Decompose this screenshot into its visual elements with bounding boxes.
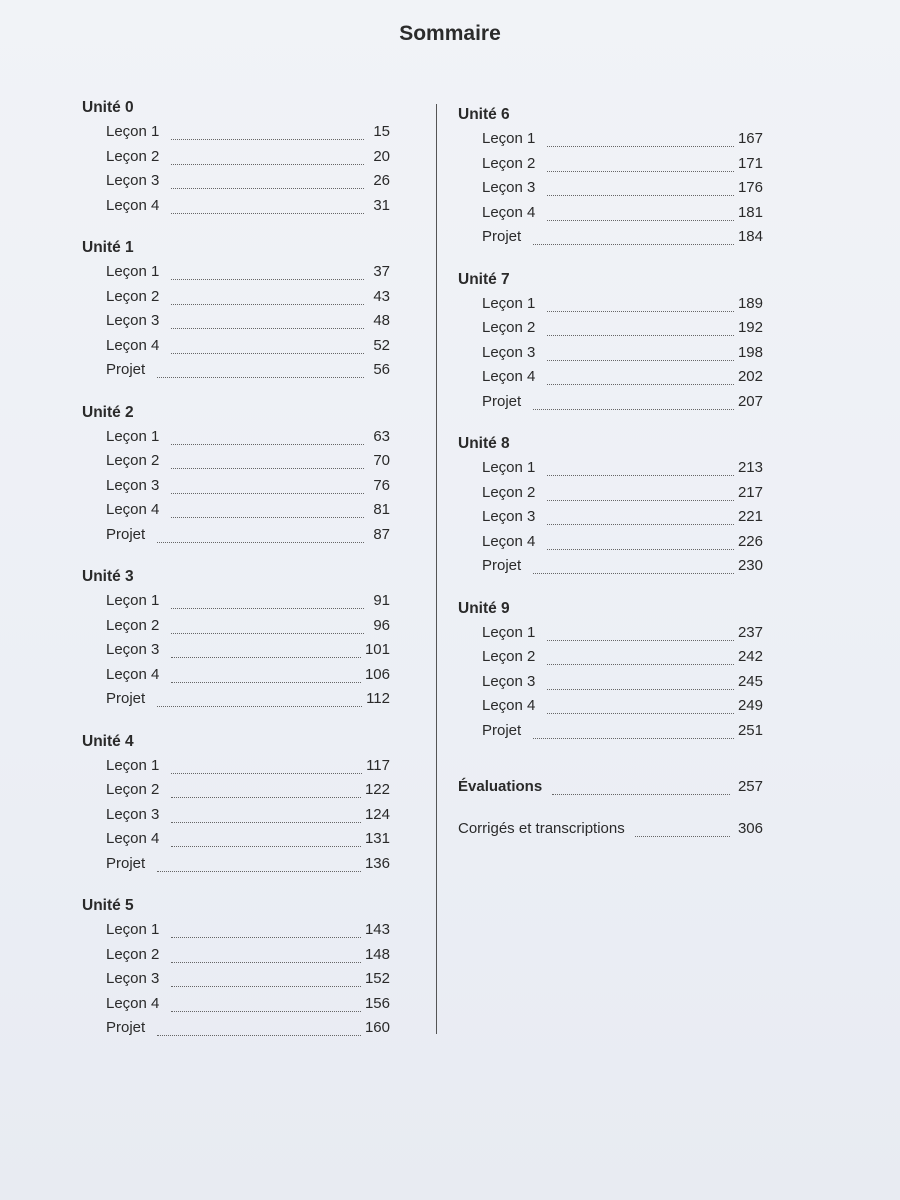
entry-page: 171 bbox=[737, 154, 763, 172]
entry-page: 63 bbox=[373, 427, 390, 445]
dot-leader bbox=[547, 323, 734, 336]
unit-title: Unité 0 bbox=[82, 99, 134, 116]
entry-page: 117 bbox=[366, 756, 390, 774]
toc-entry[interactable] bbox=[458, 624, 763, 649]
entry-label: Leçon 1 bbox=[106, 123, 160, 140]
entry-page: 91 bbox=[373, 592, 390, 609]
entry-page: 106 bbox=[364, 665, 390, 683]
entry-page: 198 bbox=[737, 343, 763, 361]
dot-leader bbox=[533, 232, 734, 245]
toc-entry[interactable] bbox=[82, 337, 390, 362]
dot-leader bbox=[171, 456, 364, 469]
entry-page: 87 bbox=[373, 525, 390, 543]
dot-leader bbox=[171, 621, 364, 634]
entry-page: 251 bbox=[737, 721, 763, 739]
entry-label: Leçon 2 bbox=[482, 483, 536, 501]
toc-entry[interactable] bbox=[82, 592, 390, 617]
entry-label: Projet bbox=[482, 557, 522, 574]
entry-label: Évaluations bbox=[458, 778, 543, 795]
dot-leader bbox=[547, 488, 734, 501]
toc-entry[interactable] bbox=[458, 204, 763, 229]
dot-leader bbox=[635, 824, 730, 837]
toc-entry[interactable] bbox=[458, 368, 763, 393]
page-title: Sommaire bbox=[399, 22, 501, 45]
unit-spacer bbox=[458, 253, 763, 270]
entry-page: 192 bbox=[737, 319, 763, 336]
unit-spacer bbox=[82, 550, 390, 567]
dot-leader bbox=[157, 859, 361, 872]
dot-leader bbox=[157, 694, 362, 707]
entry-label: Leçon 3 bbox=[106, 172, 160, 189]
dot-leader bbox=[171, 596, 364, 609]
entry-page: 124 bbox=[364, 805, 390, 823]
entry-label: Leçon 3 bbox=[482, 508, 536, 525]
entry-page: 156 bbox=[364, 994, 390, 1012]
toc-entry[interactable] bbox=[82, 361, 390, 386]
unit-title: Unité 3 bbox=[82, 568, 134, 585]
entry-page: 230 bbox=[737, 557, 763, 574]
dot-leader bbox=[533, 726, 734, 739]
unit-spacer bbox=[82, 221, 390, 238]
toc-entry[interactable] bbox=[458, 179, 763, 204]
toc-entry[interactable] bbox=[458, 648, 763, 673]
entry-label: Leçon 1 bbox=[482, 459, 536, 476]
toc-entry[interactable] bbox=[82, 263, 390, 288]
toc-entry[interactable] bbox=[82, 123, 390, 148]
entry-label: Leçon 3 bbox=[482, 179, 536, 196]
entry-label: Leçon 1 bbox=[482, 130, 536, 147]
dot-leader bbox=[547, 677, 734, 690]
entry-label: Leçon 2 bbox=[482, 154, 536, 172]
entry-label: Projet bbox=[106, 690, 146, 707]
entry-label: Leçon 2 bbox=[106, 781, 160, 798]
entry-label: Leçon 3 bbox=[106, 805, 160, 823]
unit-title: Unité 6 bbox=[458, 106, 510, 123]
entry-page: 189 bbox=[737, 294, 763, 312]
entry-page: 217 bbox=[737, 483, 763, 501]
entry-label: Leçon 2 bbox=[482, 648, 536, 665]
dot-leader bbox=[171, 267, 364, 280]
entry-label: Leçon 3 bbox=[106, 476, 160, 494]
toc-unit bbox=[82, 98, 390, 221]
entry-page: 31 bbox=[373, 196, 390, 214]
entry-page: 202 bbox=[737, 368, 763, 385]
dot-leader bbox=[171, 785, 361, 798]
entry-page: 160 bbox=[364, 1019, 390, 1036]
entry-page: 152 bbox=[364, 970, 390, 987]
dot-leader bbox=[547, 537, 734, 550]
entry-label: Leçon 1 bbox=[106, 592, 160, 609]
toc-entry[interactable] bbox=[82, 641, 390, 666]
entry-page: 184 bbox=[737, 228, 763, 245]
entry-label: Projet bbox=[106, 1019, 146, 1036]
entry-label: Leçon 1 bbox=[106, 921, 160, 938]
entry-label: Leçon 4 bbox=[106, 501, 160, 518]
toc-entry[interactable] bbox=[82, 197, 390, 222]
unit-spacer bbox=[82, 879, 390, 896]
toc-entry-evaluations[interactable] bbox=[458, 778, 763, 802]
entry-label: Leçon 4 bbox=[106, 196, 160, 214]
entry-label: Projet bbox=[106, 525, 146, 543]
toc-entry[interactable] bbox=[82, 781, 390, 806]
unit-title: Unité 8 bbox=[458, 435, 510, 452]
toc-unit bbox=[458, 434, 763, 582]
dot-leader bbox=[171, 810, 361, 823]
dot-leader bbox=[171, 176, 364, 189]
toc-entry[interactable] bbox=[82, 830, 390, 855]
dot-leader bbox=[547, 183, 734, 196]
toc-entry[interactable] bbox=[82, 757, 390, 782]
dot-leader bbox=[547, 628, 734, 641]
toc-entry[interactable] bbox=[82, 995, 390, 1020]
dot-leader bbox=[171, 974, 361, 987]
entry-label: Leçon 4 bbox=[106, 665, 160, 683]
toc-left-column bbox=[82, 98, 390, 1044]
dot-leader bbox=[157, 1023, 361, 1036]
entry-page: 43 bbox=[373, 287, 390, 305]
dot-leader bbox=[171, 999, 361, 1012]
entry-label: Leçon 3 bbox=[106, 641, 160, 658]
unit-title: Unité 9 bbox=[458, 599, 510, 617]
dot-leader bbox=[171, 505, 364, 518]
toc-unit bbox=[82, 403, 390, 551]
dot-leader bbox=[171, 127, 364, 140]
entry-label: Leçon 1 bbox=[482, 294, 536, 312]
unit-title: Unité 7 bbox=[458, 270, 510, 288]
toc-entry[interactable] bbox=[82, 1019, 390, 1044]
unit-spacer bbox=[458, 582, 763, 599]
entry-label: Leçon 3 bbox=[482, 672, 536, 690]
dot-leader bbox=[171, 341, 364, 354]
toc-entry[interactable] bbox=[82, 477, 390, 502]
dot-leader bbox=[171, 432, 364, 445]
entry-page: 15 bbox=[373, 123, 390, 140]
entry-label: Leçon 4 bbox=[106, 336, 160, 354]
toc-entry[interactable] bbox=[458, 295, 763, 320]
toc-unit bbox=[82, 567, 390, 715]
entry-label: Leçon 4 bbox=[482, 697, 536, 714]
toc-entry[interactable] bbox=[82, 921, 390, 946]
dot-leader bbox=[171, 316, 364, 329]
entry-label: Leçon 3 bbox=[106, 312, 160, 329]
unit-spacer bbox=[458, 417, 763, 434]
dot-leader bbox=[171, 481, 364, 494]
toc-entry[interactable] bbox=[82, 666, 390, 691]
entry-page: 48 bbox=[373, 312, 390, 329]
entry-page: 226 bbox=[737, 532, 763, 550]
toc-entry[interactable] bbox=[82, 501, 390, 526]
dot-leader bbox=[547, 134, 734, 147]
toc-entry[interactable] bbox=[458, 673, 763, 698]
dot-leader bbox=[157, 530, 364, 543]
entry-page: 242 bbox=[737, 648, 763, 665]
toc-entry[interactable] bbox=[458, 155, 763, 180]
entry-page: 131 bbox=[364, 830, 390, 847]
entry-page: 101 bbox=[364, 641, 390, 658]
toc-entry[interactable] bbox=[82, 288, 390, 313]
entry-label: Leçon 1 bbox=[106, 263, 160, 280]
toc-entry[interactable] bbox=[458, 228, 763, 253]
toc-entry[interactable] bbox=[458, 393, 763, 418]
entry-page: 37 bbox=[373, 263, 390, 280]
unit-spacer bbox=[82, 715, 390, 732]
toc-unit bbox=[82, 732, 390, 880]
entry-label: Leçon 1 bbox=[106, 427, 160, 445]
dot-leader bbox=[552, 782, 730, 795]
entry-label: Leçon 2 bbox=[106, 287, 160, 305]
toc-entry[interactable] bbox=[82, 526, 390, 551]
toc-unit bbox=[82, 238, 390, 386]
entry-page: 143 bbox=[364, 921, 390, 938]
toc-entry[interactable] bbox=[458, 557, 763, 582]
entry-page: 56 bbox=[373, 361, 390, 378]
entry-label: Projet bbox=[482, 228, 522, 245]
dot-leader bbox=[171, 152, 364, 165]
entry-page: 52 bbox=[373, 336, 390, 354]
entry-label: Leçon 3 bbox=[482, 343, 536, 361]
entry-page: 207 bbox=[737, 392, 763, 410]
toc-unit bbox=[458, 270, 763, 418]
entry-page: 176 bbox=[737, 179, 763, 196]
toc-unit bbox=[82, 896, 390, 1044]
unit-spacer bbox=[82, 386, 390, 403]
entry-page: 213 bbox=[737, 459, 763, 476]
entry-page: 148 bbox=[364, 945, 390, 963]
entry-label: Leçon 2 bbox=[482, 319, 536, 336]
toc-entry[interactable] bbox=[82, 855, 390, 880]
dot-leader bbox=[547, 701, 734, 714]
dot-leader bbox=[547, 208, 734, 221]
dot-leader bbox=[547, 348, 734, 361]
entry-page: 249 bbox=[737, 697, 763, 714]
entry-label: Leçon 3 bbox=[106, 970, 160, 987]
entry-label: Leçon 4 bbox=[482, 203, 536, 221]
dot-leader bbox=[533, 397, 734, 410]
toc-entry[interactable] bbox=[82, 946, 390, 971]
entry-page: 81 bbox=[373, 501, 390, 518]
entry-page: 221 bbox=[737, 508, 763, 525]
entry-label: Corrigés et transcriptions bbox=[458, 820, 625, 837]
entry-label: Leçon 2 bbox=[106, 616, 160, 634]
dot-leader bbox=[171, 670, 361, 683]
entry-page: 26 bbox=[373, 172, 390, 189]
entry-page: 237 bbox=[737, 623, 763, 641]
toc-entry[interactable] bbox=[458, 722, 763, 747]
toc-entry[interactable] bbox=[82, 452, 390, 477]
toc-unit bbox=[458, 105, 763, 253]
toc-entry[interactable] bbox=[82, 806, 390, 831]
toc-entry[interactable] bbox=[458, 344, 763, 369]
entry-page: 181 bbox=[737, 203, 763, 221]
entry-label: Leçon 2 bbox=[106, 945, 160, 963]
dot-leader bbox=[171, 761, 362, 774]
unit-title: Unité 2 bbox=[82, 403, 134, 421]
toc-entry[interactable] bbox=[458, 459, 763, 484]
toc-right-column bbox=[458, 105, 763, 844]
dot-leader bbox=[547, 159, 734, 172]
dot-leader bbox=[547, 463, 734, 476]
toc-entry[interactable] bbox=[458, 533, 763, 558]
toc-entry[interactable] bbox=[82, 428, 390, 453]
toc-entry[interactable] bbox=[82, 172, 390, 197]
entry-page: 136 bbox=[364, 854, 390, 872]
entry-page: 167 bbox=[737, 130, 763, 147]
entry-page: 96 bbox=[373, 616, 390, 634]
entry-label: Leçon 4 bbox=[106, 994, 160, 1012]
dot-leader bbox=[547, 299, 734, 312]
entry-page: 112 bbox=[366, 690, 390, 707]
entry-page: 76 bbox=[373, 476, 390, 494]
dot-leader bbox=[171, 834, 361, 847]
entry-label: Leçon 4 bbox=[482, 532, 536, 550]
entry-label: Projet bbox=[482, 392, 522, 410]
entry-label: Projet bbox=[106, 854, 146, 872]
dot-leader bbox=[171, 925, 361, 938]
dot-leader bbox=[171, 950, 361, 963]
unit-title: Unité 1 bbox=[82, 239, 134, 256]
dot-leader bbox=[547, 652, 734, 665]
entry-label: Leçon 4 bbox=[482, 368, 536, 385]
entry-label: Leçon 2 bbox=[106, 452, 160, 469]
unit-title: Unité 4 bbox=[82, 732, 134, 750]
toc-entry[interactable] bbox=[458, 319, 763, 344]
dot-leader bbox=[547, 512, 734, 525]
entry-page: 122 bbox=[364, 781, 390, 798]
dot-leader bbox=[533, 561, 734, 574]
dot-leader bbox=[547, 372, 734, 385]
entry-label: Leçon 1 bbox=[106, 756, 160, 774]
toc-entry[interactable] bbox=[82, 148, 390, 173]
entry-label: Leçon 2 bbox=[106, 147, 160, 165]
entry-page: 70 bbox=[373, 452, 390, 469]
toc-entry[interactable] bbox=[458, 697, 763, 722]
toc-entry[interactable] bbox=[458, 508, 763, 533]
entry-page: 257 bbox=[737, 778, 763, 795]
dot-leader bbox=[171, 645, 361, 658]
dot-leader bbox=[171, 292, 364, 305]
entry-label: Leçon 1 bbox=[482, 623, 536, 641]
entry-page: 20 bbox=[373, 147, 390, 165]
dot-leader bbox=[171, 201, 364, 214]
entry-label: Projet bbox=[106, 361, 146, 378]
toc-entry[interactable] bbox=[82, 312, 390, 337]
column-divider bbox=[436, 104, 437, 1034]
unit-title: Unité 5 bbox=[82, 897, 134, 914]
dot-leader bbox=[157, 365, 364, 378]
entry-label: Leçon 4 bbox=[106, 830, 160, 847]
toc-unit bbox=[458, 599, 763, 747]
toc-entry[interactable] bbox=[458, 484, 763, 509]
toc-entry[interactable] bbox=[82, 970, 390, 995]
entry-page: 245 bbox=[737, 672, 763, 690]
toc-entry[interactable] bbox=[82, 690, 390, 715]
entry-label: Projet bbox=[482, 721, 522, 739]
toc-entry[interactable] bbox=[82, 617, 390, 642]
toc-entry-corriges[interactable] bbox=[458, 820, 763, 844]
entry-page: 306 bbox=[737, 820, 763, 837]
toc-entry[interactable] bbox=[458, 130, 763, 155]
